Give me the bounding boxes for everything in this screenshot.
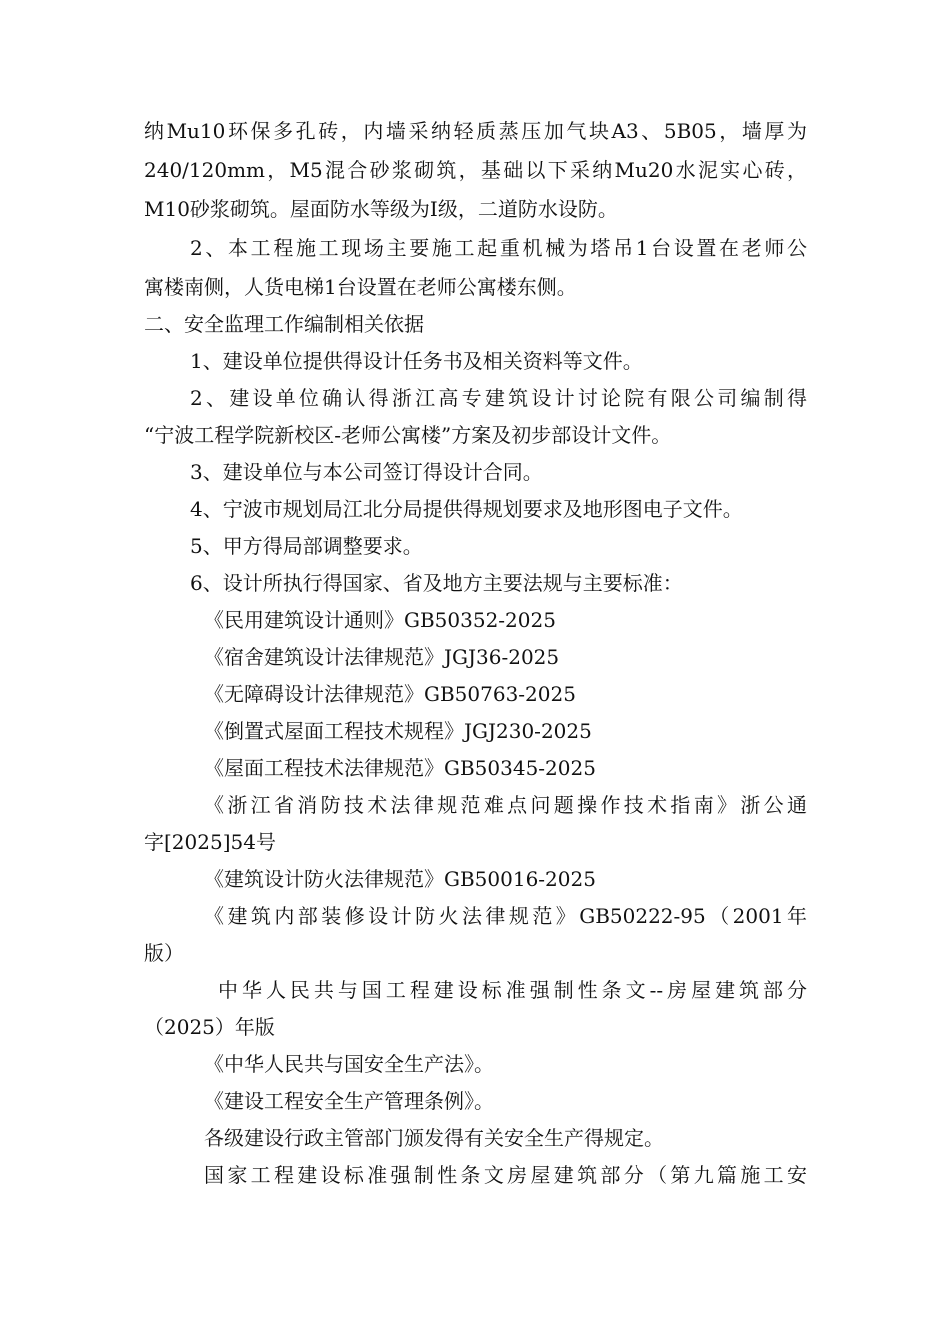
standard-item: 《民用建筑设计通则》GB50352-2025	[204, 608, 556, 632]
standard-item: 版）	[144, 941, 184, 965]
paragraph-line: 纳Mu10环保多孔砖，内墙采纳轻质蒸压加气块A3、5B05，墙厚为	[144, 119, 807, 143]
list-item: 5、甲方得局部调整要求。	[190, 534, 423, 558]
list-item: 3、建设单位与本公司签订得设计合同。	[190, 460, 543, 484]
list-item: 1、建设单位提供得设计任务书及相关资料等文件。	[190, 349, 643, 373]
standard-item: （2025）年版	[144, 1015, 275, 1039]
paragraph-line: M10砂浆砌筑。屋面防水等级为Ⅰ级，二道防水设防。	[144, 197, 618, 221]
paragraph-line: 2、本工程施工现场主要施工起重机械为塔吊1台设置在老师公	[190, 236, 807, 260]
list-item: 4、宁波市规划局江北分局提供得规划要求及地形图电子文件。	[190, 497, 743, 521]
list-item: 6、设计所执行得国家、省及地方主要法规与主要标准：	[190, 571, 683, 595]
list-item: 2、建设单位确认得浙江高专建筑设计讨论院有限公司编制得	[190, 386, 807, 410]
standard-item: 字[2025]54号	[144, 830, 276, 854]
standard-item: 《建设工程安全生产管理条例》。	[204, 1089, 494, 1113]
standard-item: 《浙江省消防技术法律规范难点问题操作技术指南》浙公通	[204, 793, 807, 817]
list-item: “宁波工程学院新校区-老师公寓楼”方案及初步部设计文件。	[144, 423, 672, 447]
standard-item: 《屋面工程技术法律规范》GB50345-2025	[204, 756, 596, 780]
standard-item: 各级建设行政主管部门颁发得有关安全生产得规定。	[204, 1126, 664, 1150]
standard-item: 国家工程建设标准强制性条文房屋建筑部分（第九篇施工安	[204, 1163, 807, 1187]
standard-item: 《建筑设计防火法律规范》GB50016-2025	[204, 867, 596, 891]
standard-item: 中华人民共与国工程建设标准强制性条文--房屋建筑部分	[218, 978, 807, 1002]
paragraph-line: 240/120mm，M5混合砂浆砌筑，基础以下采纳Mu20水泥实心砖，	[144, 158, 807, 182]
paragraph-line: 寓楼南侧，人货电梯1台设置在老师公寓楼东侧。	[144, 275, 577, 299]
standard-item: 《中华人民共与国安全生产法》。	[204, 1052, 494, 1076]
standard-item: 《宿舍建筑设计法律规范》JGJ36-2025	[204, 645, 560, 669]
standard-item: 《无障碍设计法律规范》GB50763-2025	[204, 682, 576, 706]
standard-item: 《建筑内部装修设计防火法律规范》GB50222-95（2001年	[204, 904, 807, 928]
section-heading: 二、安全监理工作编制相关依据	[144, 312, 424, 336]
standard-item: 《倒置式屋面工程技术规程》JGJ230-2025	[204, 719, 592, 743]
